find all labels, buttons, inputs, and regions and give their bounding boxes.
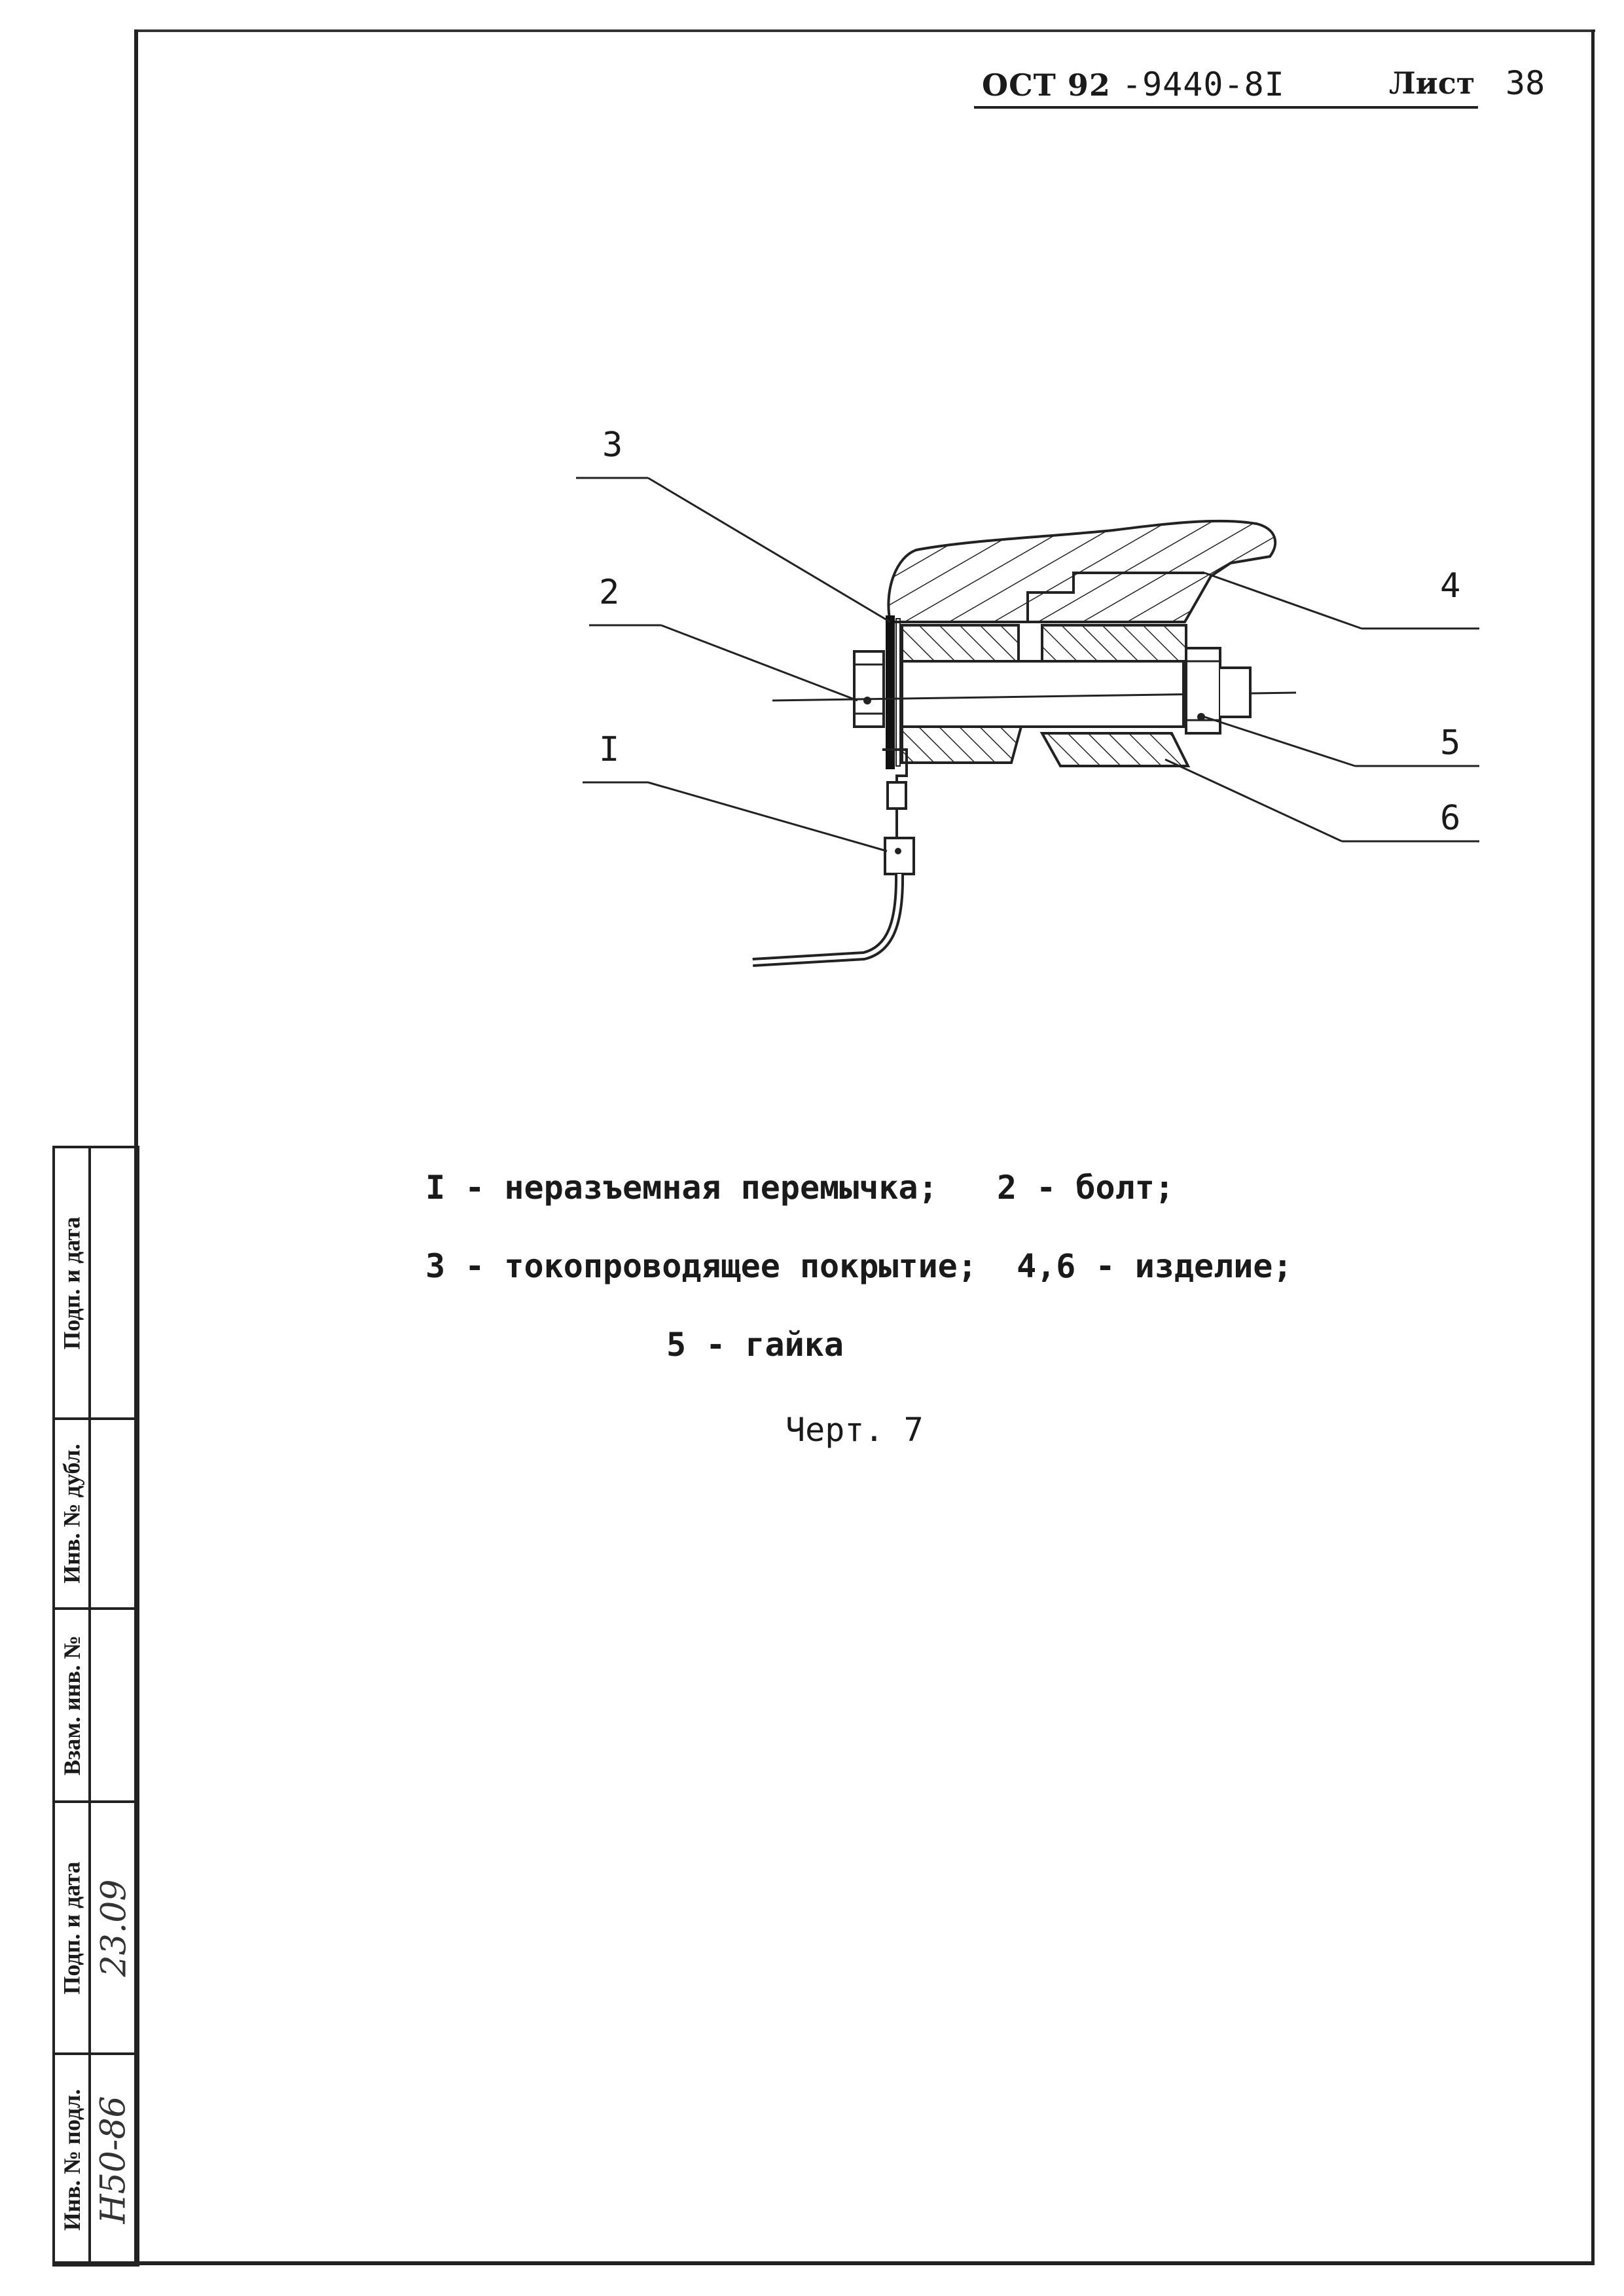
stamp-label-original-inv: Инв. № подл. [59,2088,86,2231]
side-stamp-block [52,1146,138,2265]
sheet-number: 38 [1506,64,1545,102]
document-designation [982,65,1285,103]
callout-5: 5 [1440,723,1461,763]
stamp-label-replacement-inv: Взам. инв. № [59,1635,86,1776]
stamp-label-signature-date: Подп. и дата [59,1216,85,1350]
stamp-value-duplicate-inv [92,1420,136,1607]
callout-3: 3 [602,426,623,465]
stamp-label-signature-date-2: Подп. и дата [59,1861,85,1995]
stamp-value-replacement-inv [92,1610,136,1800]
bolted-joint-drawing [576,426,1519,982]
part-plate-lower-right [1042,733,1188,766]
doc-prefix: ОСТ 92 [982,67,1111,103]
frame-bottom-border [52,2261,1595,2265]
frame-top-border [134,29,1595,32]
legend-line-1: I - неразъемная перемычка; 2 - болт; [425,1169,1174,1207]
stamp-label-duplicate-inv: Инв. № дубл. [59,1444,85,1584]
drawing-caption: Черт. 7 [785,1411,924,1449]
part-plate-lower-left [902,727,1021,763]
bolt-shank [902,661,1183,727]
header-underline [974,106,1478,109]
bolt-head [854,651,884,727]
stamp-value-signature-date-2: 23.09 [94,1879,134,1977]
sheet-label: Лист [1389,65,1475,101]
callout-4: 4 [1440,566,1461,606]
jumper-crimp [885,838,914,874]
doc-number: -9440-8I [1121,65,1285,103]
part-body-top [888,521,1275,622]
frame-right-border [1591,29,1595,2265]
legend-line-2: 3 - токопроводящее покрытие; 4,6 - изделие; [425,1247,1293,1285]
callout-1: I [599,730,620,769]
legend-line-3: 5 - гайка [666,1326,844,1364]
callout-2: 2 [599,573,620,612]
part-plate-upper-left [902,625,1019,661]
callout-6: 6 [1440,799,1461,838]
stamp-value-original-inv: Н50-86 [94,2095,134,2224]
part-plate-upper-right [1042,625,1186,661]
stamp-value-signature-date [92,1148,136,1417]
technical-drawing [576,426,1519,982]
conductive-coating [886,615,895,769]
